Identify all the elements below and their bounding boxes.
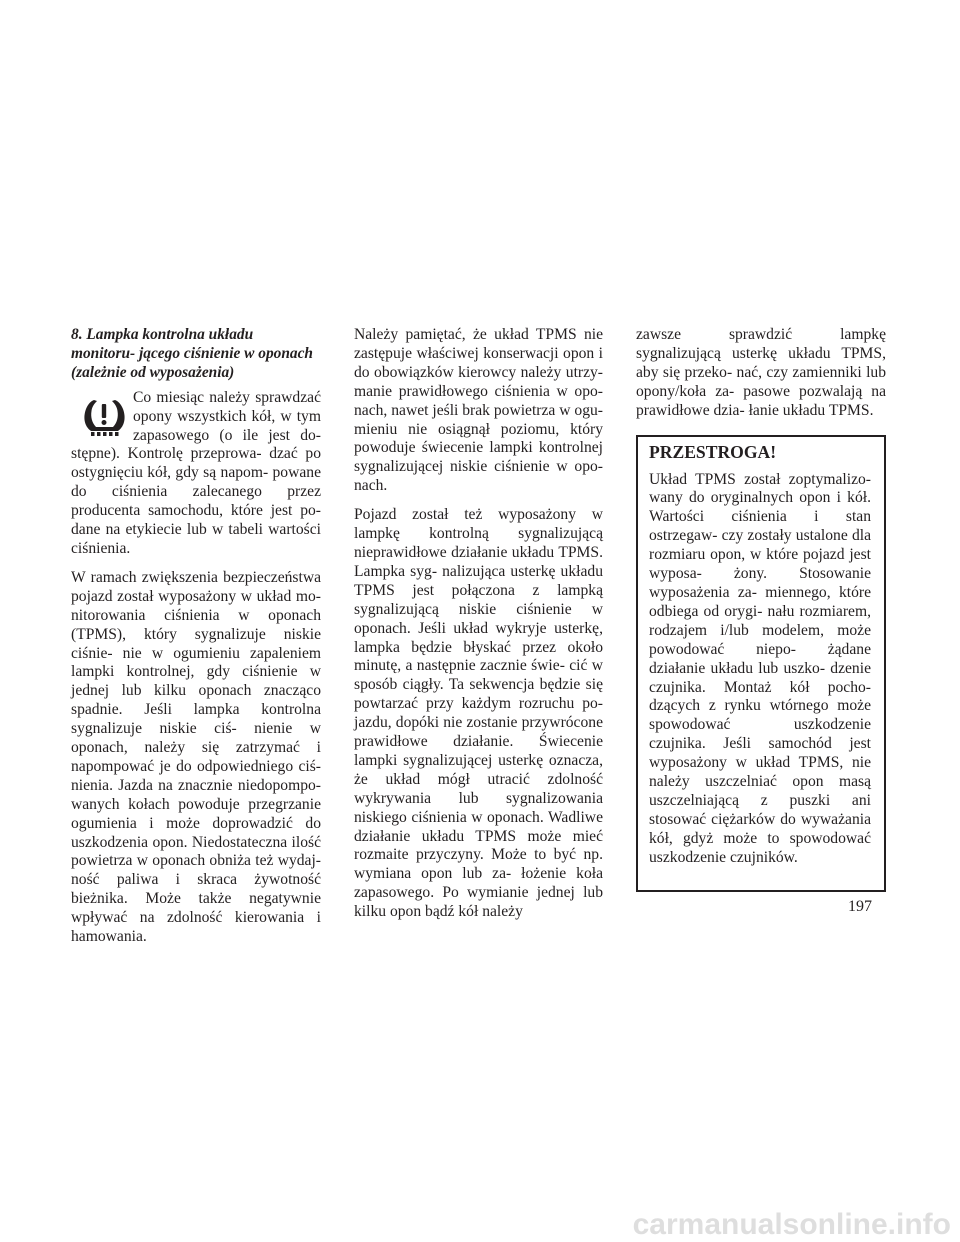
column-1	[71, 326, 321, 957]
paragraph: Pojazd został też wyposażony w lampkę kontrolną sygnalizującą nieprawidłowe działanie układu TPMS. Lampka syg- nalizująca usterkę układu TPMS jest połączona z lampką sygnalizującą niskie ciśnienie w oponach. Jeśli układ wykryje usterkę, lampka będzie błyskać przez około minutę, a następnie zacznie świe- cić w sposób ciągły. Ta sekwencja będzie się powtarzać przy każdym rozruchu po- jazdu, dopóki nie zostanie przywrócone prawidłowe działanie. Świecenie lampki sygnalizującej usterkę oznacza, że układ mógł utracić zdolność wykrywania lub sygnalizowania niskiego ciśnienia w oponach. Wadliwe działanie układu TPMS może mieć rozmaite przyczyny. Może to być np. wymiana opon lub za- łożenie koła zapasowego. Po wymianie jednej lub kilku opon bądź kół należy	[354, 506, 603, 921]
page-number: 197	[848, 898, 872, 915]
caution-text: Układ TPMS został zoptymalizo- wany do oryginalnych opon i kół. Wartości ciśnienia i stan ostrzegaw- czy zostały ustalone dla rozmiaru opon, w które pojazd jest wyposa- żony. Stosowanie wyposażenia za- miennego, które odbiega od orygi- nału rozmiarem, rodzajem i/lub modelem, może powodować niepo- żądane działanie układu lub uszko- dzenie czujnika. Montaż kół pocho- dzących z rynku wtórnego może spowodować uszkodzenie czujnika. Jeśli samochód jest wyposażony w układ TPMS, nie należy uszczelniać opon masą uszczelniającą z puszki ani stosować ciężarków do wyważania kół, gdyż może to spowodować uszkodzenie czujników.	[649, 470, 871, 866]
watermark-text: carmanualsonline.info	[632, 1208, 951, 1241]
tpms-warning-icon	[82, 397, 126, 437]
paragraph: Należy pamiętać, że układ TPMS nie zastępuje właściwej konserwacji opon i do obowiązków kierowcy należy utrzy- manie prawidłowego ciśnienia w opo- nach, nawet jeśli brak powietrza w ogu- mieniu nie osiągnął poziomu, który powoduje świecenie lampki kontrolnej sygnalizującej niskie ciśnienie w opo- nach.	[354, 326, 603, 495]
paragraph: Co miesiąc należy sprawdzać opony wszystkich kół, w tym zapasowego (o ile jest do- stępne). Kontrolę przeprowa- dzać po ostygnięciu kół, gdy są napom- powane do ciśnienia zalecanego przez producenta samochodu, które jest po- dane na etykiecie lub w tabeli wartości ciśnienia.	[71, 388, 321, 557]
section-heading: 8. Lampka kontrolna układu monitoru- jącego ciśnienie w oponach (zależnie od wyposażenia)	[71, 326, 313, 381]
paragraph: W ramach zwiększenia bezpieczeństwa pojazd został wyposażony w układ mo- nitorowania ciśnienia w oponach (TPMS), który sygnalizuje niskie ciśnie- nie w ogumieniu zapaleniem lampki kontrolnej, gdy ciśnienie w jednej lub kilku oponach znacząco spadnie. Jeśli lampka kontrolna sygnalizuje niskie ciś- nienie w oponach, należy się zatrzymać i napompować je do odpowiedniego ciś- nienia. Jazda na znacznie niedopompo- wanych kołach powoduje przegrzanie ogumienia i może doprowadzić do uszkodzenia opon. Niedostateczna ilość powietrza w oponach obniża też wydaj- ność paliwa i skraca żywotność bieżnika. Może także negatywnie wpływać na zdolność kierowania i hamowania.	[71, 568, 321, 946]
caution-title: PRZESTROGA!	[649, 441, 777, 462]
column-2	[354, 326, 603, 932]
caution-box	[636, 435, 886, 892]
column-3	[636, 326, 886, 892]
watermark-logo	[606, 1204, 956, 1242]
paragraph: zawsze sprawdzić lampkę sygnalizującą usterkę układu TPMS, aby się przeko- nać, czy zamienniki lub opony/koła za- pasowe pozwalają na prawidłowe dzia- łanie układu TPMS.	[636, 326, 886, 419]
